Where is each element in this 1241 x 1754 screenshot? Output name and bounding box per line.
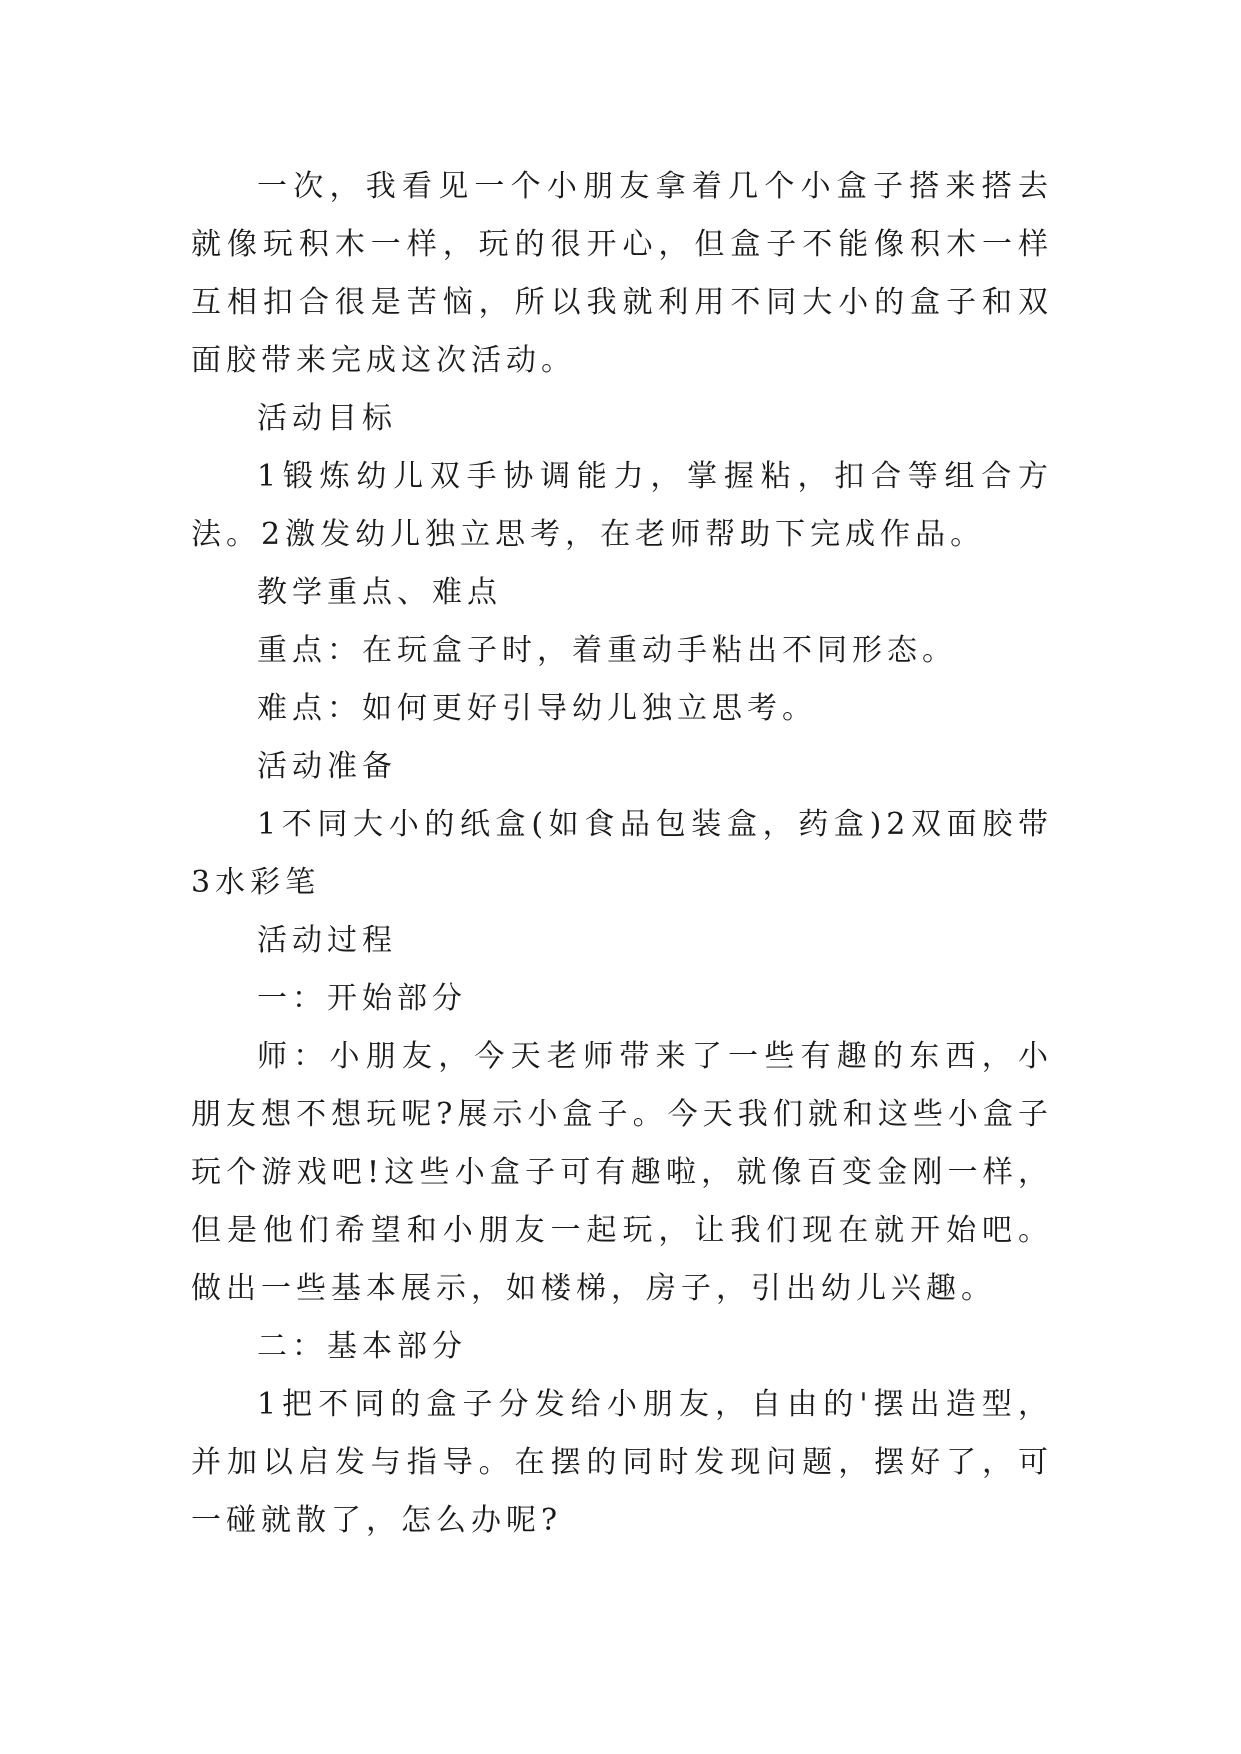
heading-preparation: 活动准备 <box>257 749 397 784</box>
paragraph-difficulty: 难点：如何更好引导幼儿独立思考。 <box>257 691 817 726</box>
paragraph-intro: 一次，我看见一个小朋友拿着几个小盒子搭来搭去就像玩积木一样，玩的很开心，但盒子不能像积木一样互相扣合很是苦恼，所以我就利用不同大小的盒子和双面胶带来完成这次活动。 <box>191 169 1053 378</box>
heading-key-points: 教学重点、难点 <box>257 575 502 610</box>
heading-part-two: 二：基本部分 <box>257 1329 467 1364</box>
document-body <box>191 158 1053 1550</box>
paragraph-preparation: 1不同大小的纸盒(如食品包装盒，药盒)2双面胶带3水彩笔 <box>191 807 1053 900</box>
paragraph-part-two: 1把不同的盒子分发给小朋友，自由的'摆出造型，并加以启发与指导。在摆的同时发现问题，摆好了，可一碰就散了，怎么办呢? <box>191 1387 1053 1538</box>
heading-process: 活动过程 <box>257 923 397 958</box>
paragraph-key-point: 重点：在玩盒子时，着重动手粘出不同形态。 <box>257 633 957 668</box>
heading-part-one: 一：开始部分 <box>257 981 467 1016</box>
heading-activity-goals: 活动目标 <box>257 401 397 436</box>
paragraph-part-one: 师：小朋友，今天老师带来了一些有趣的东西，小朋友想不想玩呢?展示小盒子。今天我们就和这些小盒子玩个游戏吧!这些小盒子可有趣啦，就像百变金刚一样，但是他们希望和小朋友一起玩，让我们现在就开始吧。做出一些基本展示，如楼梯，房子，引出幼儿兴趣。 <box>191 1039 1053 1306</box>
paragraph-goals: 1锻炼幼儿双手协调能力，掌握粘，扣合等组合方法。2激发幼儿独立思考，在老师帮助下完成作品。 <box>191 459 1053 552</box>
